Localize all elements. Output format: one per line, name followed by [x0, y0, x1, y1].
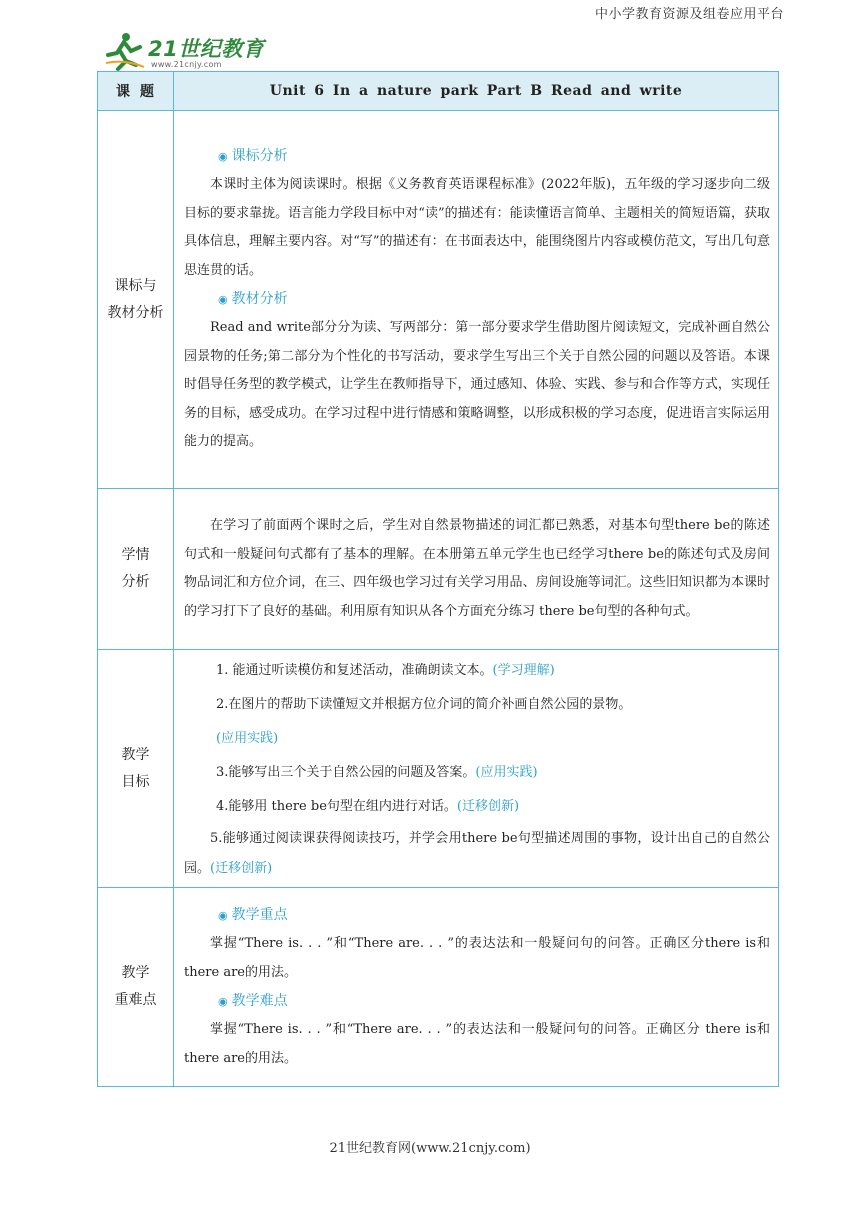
circle-dot-icon: ◉	[218, 995, 228, 1008]
lesson-title: Unit 6 In a nature park Part B Read and write	[174, 72, 779, 111]
logo-brand: 21世纪教育	[148, 37, 265, 61]
running-figure-icon	[104, 31, 148, 73]
goal-item: 5.能够通过阅读课获得阅读技巧，并学会用there be句型描述周围的事物，设计出自己的自然公园。(迁移创新)	[184, 830, 770, 876]
goal-item: 1. 能通过听读模仿和复述活动，准确朗读文本。(学习理解)	[216, 662, 555, 678]
paragraph: 掌握“There is. . . ”和“There are. . . ”的表达法和一般疑问句的问答。正确区分there is和 there are的用法。	[184, 936, 770, 980]
analysis-label: 课标与 教材分析	[98, 111, 174, 489]
paragraph: 在学习了前面两个课时之后，学生对自然景物描述的词汇都已熟悉，对基本句型there be的陈述句式和一般疑问句式都有了基本的理解。在本册第五单元学生也已经学习there be的陈述句式及房间物品词汇和方位介词，在三、四年级也学习过有关学习用品、房间设施等词汇。这些旧知识都为本课时的学习打下了良好的基础。利用原有知识从各个方面充分练习 there be句型的各种句式。	[184, 518, 770, 619]
section-heading: ◉ 教学重点	[218, 907, 288, 923]
logo	[104, 31, 274, 73]
learner-row	[98, 489, 779, 650]
section-heading: ◉ 教材分析	[218, 291, 288, 308]
title-label: 课题	[98, 72, 174, 111]
goal-item: 3.能够写出三个关于自然公园的问题及答案。(应用实践)	[216, 764, 538, 780]
logo-url: www.21cnjy.com	[151, 60, 222, 69]
circle-dot-icon: ◉	[218, 150, 228, 164]
goal-item: 2.在图片的帮助下读懂短文并根据方位介词的简介补画自然公园的景物。 (应用实践)	[216, 696, 632, 746]
learner-content	[174, 489, 779, 650]
paragraph: Read and write部分分为读、写两部分：第一部分要求学生借助图片阅读短文，完成补画自然公园景物的任务;第二部分为个性化的书写活动，要求学生写出三个关于自然公园的问题以及答语。本课时倡导任务型的教学模式，让学生在教师指导下，通过感知、体验、实践、参与和合作等方式，实现任务的目标，感受成功。在学习过程中进行情感和策略调整，以形成积极的学习态度，促进语言实际运用能力的提高。	[184, 320, 770, 450]
learner-label: 学情 分析	[98, 489, 174, 650]
keypoints-row	[98, 888, 779, 1087]
goal-item: 4.能够用 there be句型在组内进行对话。(迁移创新)	[216, 798, 520, 814]
analysis-row	[98, 111, 779, 489]
goals-label: 教学 目标	[98, 650, 174, 888]
keypoints-content	[174, 888, 779, 1087]
section-heading: ◉ 课标分析	[218, 148, 288, 165]
lesson-plan-table	[97, 71, 779, 1087]
analysis-content	[174, 111, 779, 489]
keypoints-label: 教学 重难点	[98, 888, 174, 1087]
paragraph: 掌握“There is. . . ”和“There are. . . ”的表达法和一般疑问句的问答。正确区分 there is和 there are的用法。	[184, 1022, 770, 1066]
circle-dot-icon: ◉	[218, 909, 228, 922]
title-row	[98, 72, 779, 111]
paragraph: 本课时主体为阅读课时。根据《义务教育英语课程标准》(2022年版)，五年级的学习逐步向二级目标的要求靠拢。语言能力学段目标中对“读”的描述有：能读懂语言简单、主题相关的简短语篇，获取具体信息，理解主要内容。对“写”的描述有：在书面表达中，能围绕图片内容或模仿范文，写出几句意思连贯的话。	[184, 177, 770, 278]
goals-content	[174, 650, 779, 888]
footer: 21世纪教育网(www.21cnjy.com)	[329, 1141, 531, 1156]
goals-row	[98, 650, 779, 888]
circle-dot-icon: ◉	[218, 293, 228, 307]
platform-name: 中小学教育资源及组卷应用平台	[594, 7, 784, 22]
section-heading: ◉ 教学难点	[218, 993, 288, 1009]
